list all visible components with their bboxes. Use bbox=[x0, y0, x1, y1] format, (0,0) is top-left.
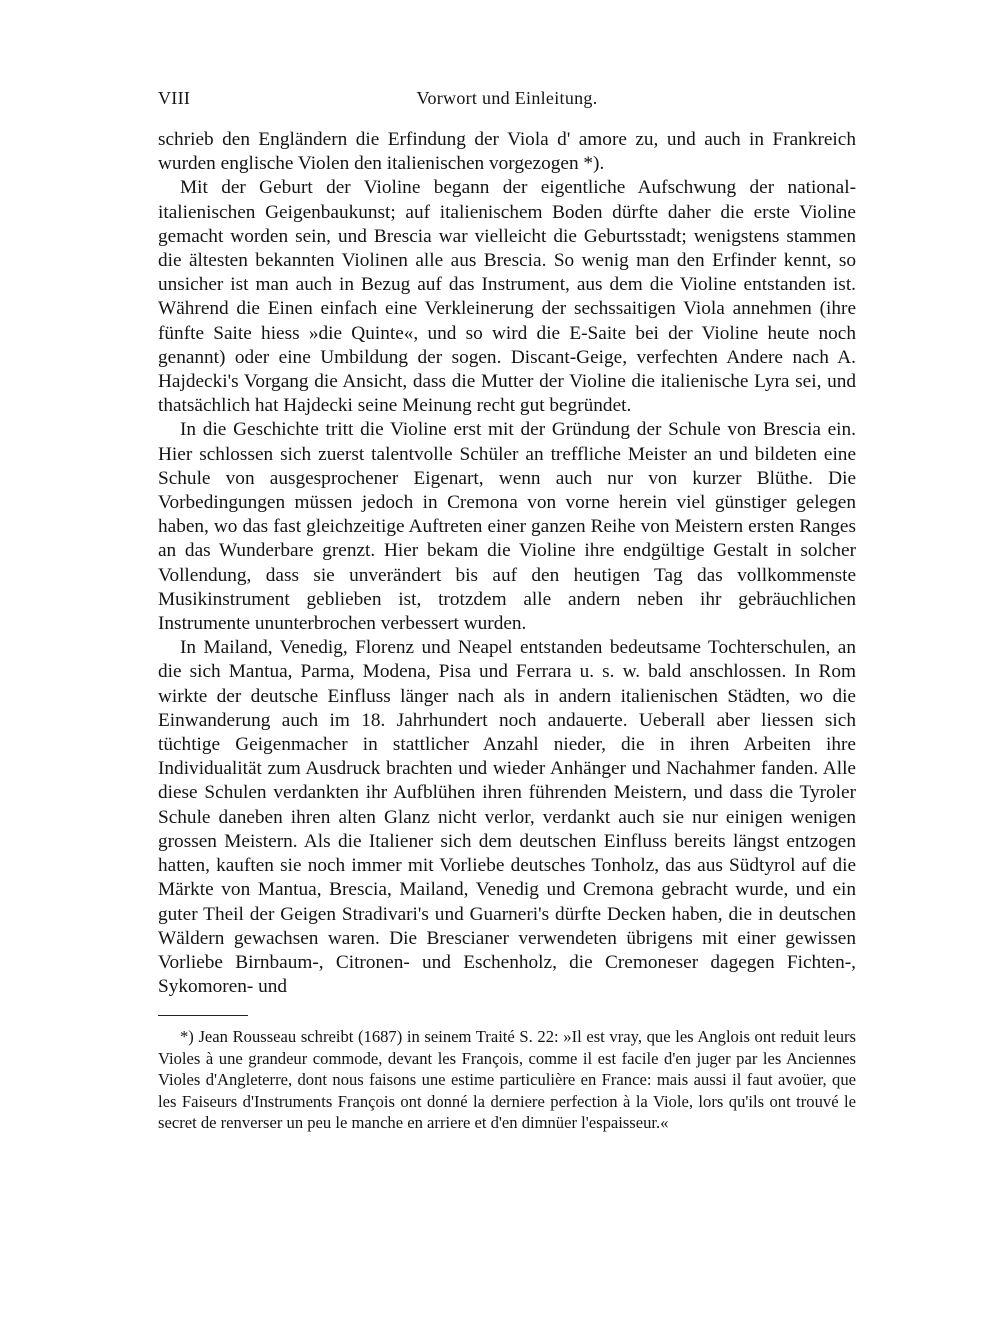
paragraph: In die Geschichte tritt die Violine erst mit der Gründung der Schule von Brescia ein. Hier schlossen sich zuerst talentvolle Schüler an treffliche Meister an und bildeten eine Schule von ausgesprochener Eigenart, wenn auch nur von kurzer Blüthe. Die Vorbedingungen müssen jedoch in Cremona von vorne herein viel günstiger gelegen haben, wo das fast gleichzeitige Auftreten einer ganzen Reihe von Meistern ersten Ranges an das Wunderbare grenzt. Hier bekam die Violine ihre endgültige Gestalt in solcher Vollendung, dass sie unverändert bis auf den heutigen Tag das vollkommenste Musikinstrument geblieben ist, trotzdem alle andern neben ihr gebräuchlichen Instrumente ununterbrochen verbessert wurden. bbox=[158, 419, 856, 635]
paragraph: In Mailand, Venedig, Florenz und Neapel entstanden bedeutsame Tochterschulen, an die sich Mantua, Parma, Modena, Pisa und Ferrara u. s. w. bald anschlossen. In Rom wirkte der deutsche Einfluss länger nach als in andern italienischen Städten, wo die Einwanderung auch im 18. Jahrhundert noch andauerte. Ueberall aber liessen sich tüchtige Geigenmacher in stattlicher Anzahl nieder, die in ihren Arbeiten ihre Individualität zum Ausdruck brachten und wieder Anhänger und Nachahmer fanden. Alle diese Schulen verdankten ihr Aufblühen ihren führenden Meistern, und dass die Tyroler Schule daneben ihren alten Glanz nicht verlor, verdankt auch sie nur einigen wenigen grossen Meistern. Als die Italiener sich dem deutschen Einfluss bereits längst entzogen hatten, kauften sie noch immer mit Vorliebe deutsches Tonholz, das aus Südtyrol auf die Märkte von Mantua, Brescia, Mailand, Venedig und Cremona gebracht wurde, und ein guter Theil der Geigen Stradivari's und Guarneri's dürfte Decken haben, die in deutschen Wäldern gewachsen waren. Die Brescianer verwendeten übrigens mit einer gewissen Vorliebe Birnbaum-, Citronen- und Eschenholz, die Cremoneser dagegen Fichten-, Sykomoren- und bbox=[158, 637, 856, 998]
paragraph-continued: schrieb den Engländern die Erfindung der Viola d' amore zu, und auch in Frankreich wurden englische Violen den italienischen vorgezogen *). bbox=[158, 129, 856, 175]
paragraph: Mit der Geburt der Violine begann der eigentliche Aufschwung der national-italienischen Geigenbaukunst; auf italienischem Boden dürfte daher die erste Violine gemacht worden sein, und Brescia war vielleicht die Geburtsstadt; wenigstens stammen die ältesten bekannten Violinen alle aus Brescia. So wenig man den Erfinder kennt, so unsicher ist man auch in Bezug auf das Instrument, aus dem die Violine entstanden ist. Während die Einen einfach eine Verkleinerung der sechssaitigen Viola annehmen (ihre fünfte Saite hiess »die Quinte«, und so wird die E-Saite bei der Violine heute noch genannt) oder eine Umbildung der sogen. Discant-Geige, verfechten Andere nach A. Hajdecki's Vorgang die Ansicht, dass die Mutter der Violine die italienische Lyra sei, und thatsächlich hat Hajdecki seine Meinung recht gut begründet. bbox=[158, 177, 856, 417]
body-text bbox=[158, 128, 856, 999]
footnote: *) Jean Rousseau schreibt (1687) in seinem Traité S. 22: »Il est vray, que les Anglois ont reduit leurs Violes à une grandeur commode, devant les François, comme il est facile d'en juger par les Anciennes Violes d'Angleterre, dont nous faisons une estime particulière en France: mais aussi il faut avoüer, que les Faiseurs d'Instruments François ont donné la derniere perfection à la Viole, lors qu'ils ont trouvé le secret de renverser un peu le manche en arriere et d'en dimnüer l'espaisseur.« bbox=[158, 1027, 856, 1132]
running-head-title: Vorwort und Einleitung. bbox=[416, 88, 598, 108]
footnote-divider bbox=[158, 1015, 248, 1016]
page-number: VIII bbox=[158, 88, 191, 108]
book-page bbox=[158, 88, 856, 1133]
running-head bbox=[158, 88, 856, 114]
